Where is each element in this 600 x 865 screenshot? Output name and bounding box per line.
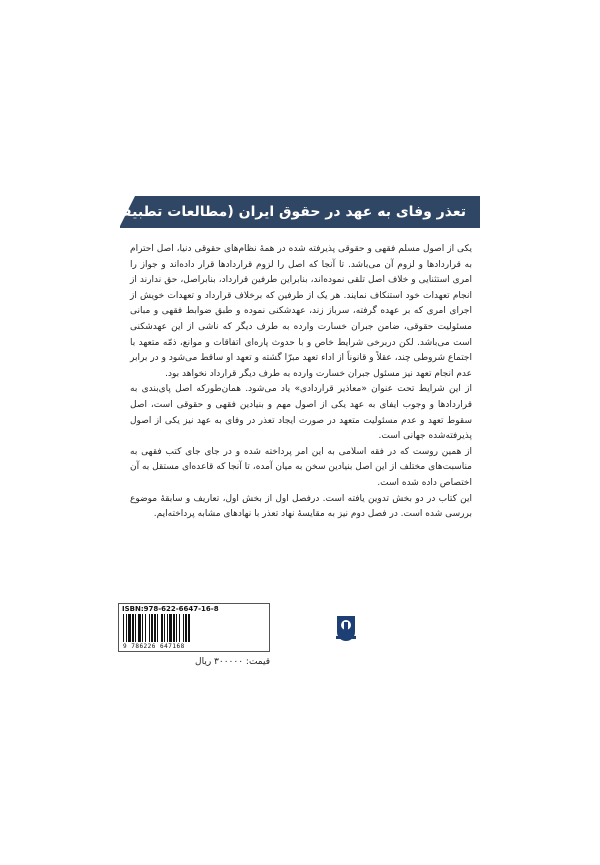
title-banner [101, 196, 480, 228]
book-title: تعذر وفای به عهد در حقوق ایران (مطالعات تطبیقی) [101, 204, 466, 220]
paragraph-2: از این شرایط تحت عنوان «معاذیر قراردادی» یاد می‌شود. همان‌طورکه اصل پای‌بندی به قراردادها و وجوب ایفای به عهد یکی از اصول مهم و بنیادین فقهی و حقوقی است، اصل سقوط تعهد و عدم مسئولیت متعهد در صورت ایجاد تعذر در وفای به عهد نیز یکی از اصول پذیرفته‌شده جهانی است. [130, 384, 472, 442]
barcode-icon [123, 614, 227, 642]
back-cover-description [130, 242, 472, 523]
barcode-digits: 9 786226 647168 [123, 643, 185, 650]
publisher-logo-icon [333, 612, 359, 642]
price-label: قیمت: ۳۰۰۰۰۰ ریال [195, 657, 270, 667]
paragraph-4: این کتاب در دو بخش تدوین یافته است. درفصل اول از بخش اول، تعاریف و سابقهٔ موضوع بررسی شده است. در فصل دوم نیز به مقایسهٔ نهاد تعذر با نهادهای مشابه پرداخته‌ایم. [130, 493, 472, 520]
paragraph-1: یکی از اصول مسلم فقهی و حقوقی پذیرفته شده در همهٔ نظام‌های حقوقی دنیا، اصل احترام به قراردادها و لزوم آن می‌باشد. تا آنجا که اصل را لزوم قراردادها قرار داده‌اند و جواز را امری استثنایی و خلاف اصل تلقی نموده‌اند، بنابراین طرفین قرارداد، بنابراصل، حق ندارند از انجام تعهدات خود استنکاف نمایند. هر یک از طرفین که برخلاف قرارداد و تعهدات خویش از اجرای امری که بر عهده گرفته، سرباز زند، عهدشکنی نموده و طبق ضوابط فقهی و مبانی مسئولیت حقوقی، ضامن جبران خسارت وارده به طرف دیگر که ناشی از این عهدشکنی است می‌باشد. لکن دربرخی شرایط خاص و با حدوث پاره‌ای اتفاقات و موانع، ذمّه متعهد با اجتماع شروطی چند، عقلاً و قانوناً از اداء تعهد مبرّا گشته و تعهد او ساقط می‌شود و در برابر عدم انجام تعهد نیز مسئول جبران خسارت وارده به طرف دیگر قرارداد نخواهد بود. [130, 244, 472, 379]
barcode-block [118, 603, 270, 652]
isbn-label: ISBN:978-622-6647-16-8 [122, 605, 219, 613]
paragraph-3: از همین روست که در فقه اسلامی به این امر پرداخته شده و در جای جای کتب فقهی به مناسبت‌های مختلف از این اصل بنیادین سخن به میان آمده، تا آنجا که قاعده‌ای مستقل به آن اختصاص داده شده است. [130, 446, 472, 488]
